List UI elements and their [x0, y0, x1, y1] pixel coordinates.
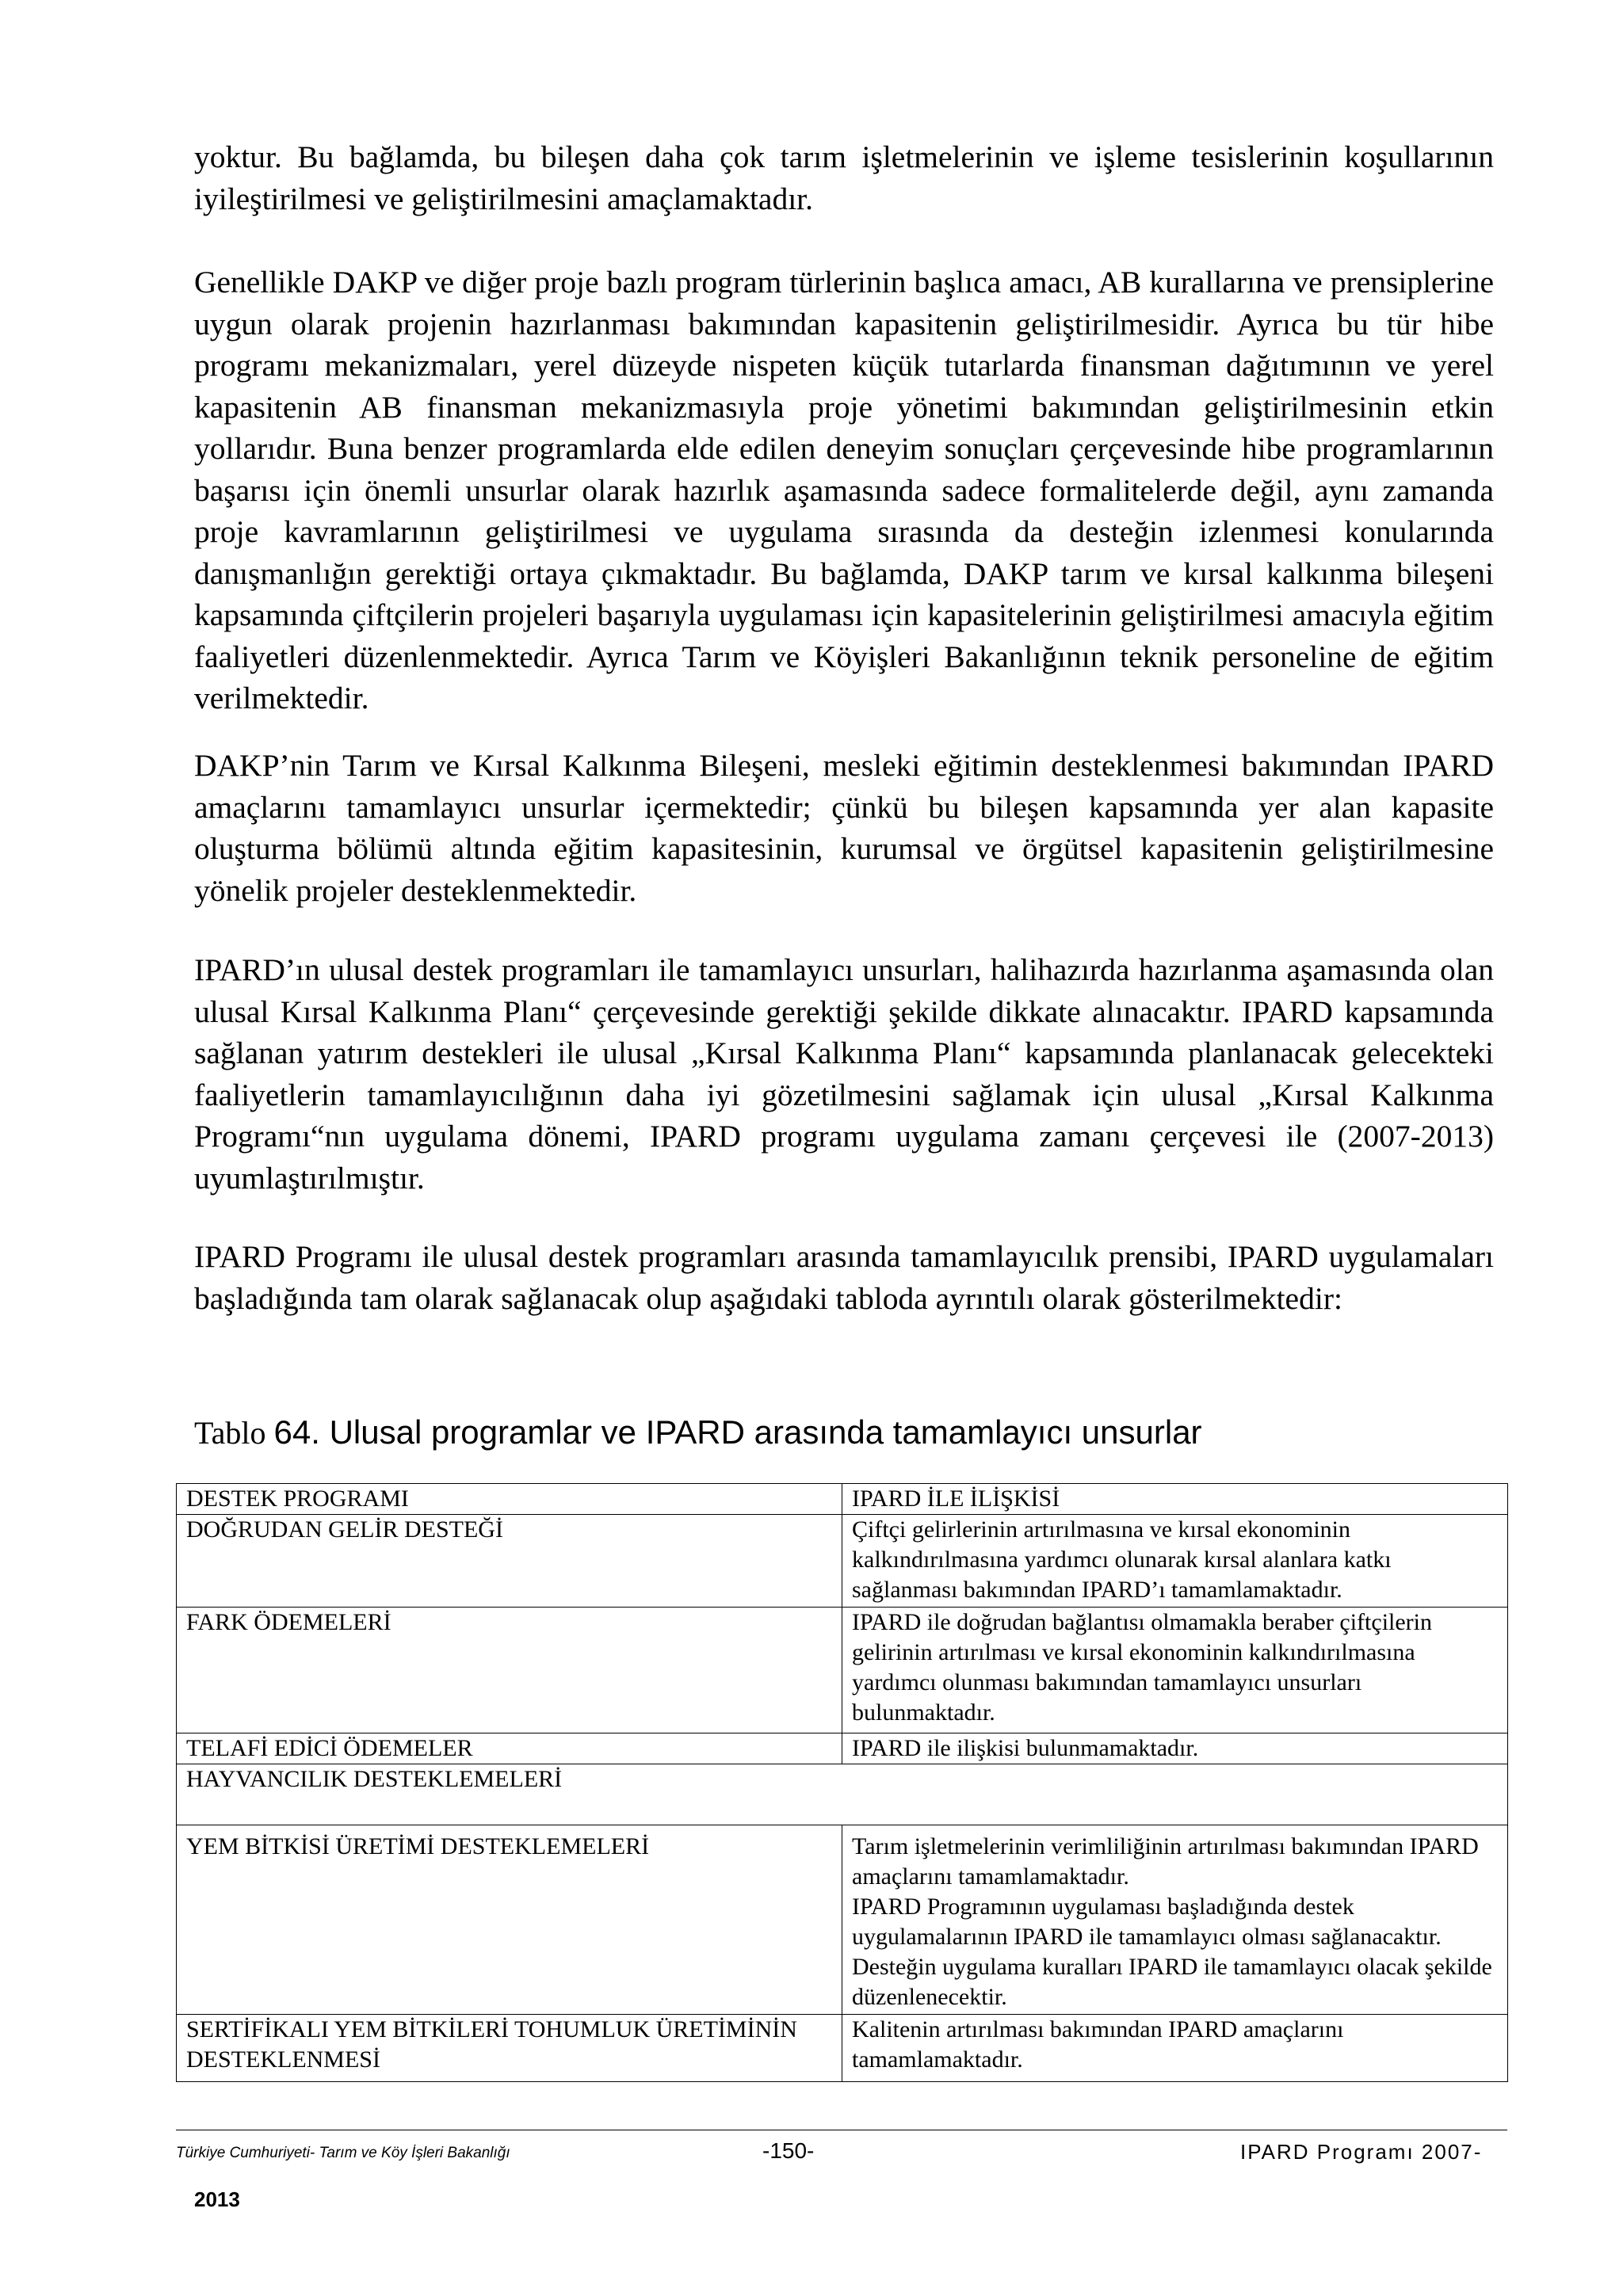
paragraph-national-programs: IPARD’ın ulusal destek programları ile tamamlayıcı unsurları, halihazırda hazırlanma aşamasında olan ulusal Kırsal Kalkınma Planı“ çerçevesinde gerektiği şekilde dikkate alınacaktır. IPARD kapsamında sağlanan yatırım destekleri ile ulusal „Kırsal Kalkınma Planı“ kapsamında planlanacak gelecekteki faaliyetlerin tamamlayıcılığının daha iyi gözetilmesini sağlamak için ulusal „Kırsal Kalkınma Programı“nın uygulama dönemi, IPARD programı uygulama zamanı çerçevesi ile (2007-2013) uyumlaştırılmıştır.: [194, 952, 1494, 1196]
relation-text: Tarım işletmelerinin verimliliğinin artırılması bakımından IPARD amaçlarını tamamlamaktadır.: [852, 1833, 1479, 1890]
program-cell: SERTİFİKALI YEM BİTKİLERİ TOHUMLUK ÜRETİMİNİN DESTEKLENMESİ: [177, 2015, 842, 2082]
table-header-row: [177, 1484, 1508, 1515]
program-cell: TELAFİ EDİCİ ÖDEMELER: [177, 1733, 842, 1764]
header-relation-cell: IPARD İLE İLİŞKİSİ: [842, 1484, 1508, 1515]
program-cell: DOĞRUDAN GELİR DESTEĞİ: [177, 1515, 842, 1608]
relation-text-extra: IPARD Programının uygulaması başladığında destek uygulamalarının IPARD ile tamamlayıcı olması sağlanacaktır. Desteğin uygulama kuralları IPARD ile tamamlayıcı olacak şekilde düzenlenecektir.: [852, 1894, 1492, 2010]
complementarity-table: [176, 1483, 1508, 2082]
relation-cell: Çiftçi gelirlerinin artırılmasına ve kırsal ekonominin kalkındırılmasına yardımcı olunarak kırsal alanlara katkı sağlanması bakımından IPARD’ı tamamlamaktadır.: [842, 1515, 1508, 1608]
table-caption-text: 64. Ulusal programlar ve IPARD arasında tamamlayıcı unsurlar: [273, 1413, 1202, 1451]
footer-ministry: Türkiye Cumhuriyeti- Tarım ve Köy İşleri Bakanlığı: [176, 2145, 510, 2161]
paragraph-complementarity: IPARD Programı ile ulusal destek programları arasında tamamlayıcılık prensibi, IPARD uygulamaları başladığında tam olarak sağlanacak olup aşağıdaki tabloda ayrıntılı olarak gösterilmektedir:: [194, 1239, 1494, 1316]
program-cell-spanning: HAYVANCILIK DESTEKLEMELERİ: [177, 1764, 1508, 1825]
relation-cell: Kalitenin artırılması bakımından IPARD amaçlarını tamamlamaktadır.: [842, 2015, 1508, 2082]
footer-program-title: IPARD Programı 2007-: [1240, 2140, 1483, 2164]
relation-cell: IPARD ile ilişkisi bulunmamaktadır.: [842, 1733, 1508, 1764]
program-cell: YEM BİTKİSİ ÜRETİMİ DESTEKLEMELERİ: [177, 1825, 842, 2015]
table-row: [177, 1764, 1508, 1825]
table-row: [177, 1733, 1508, 1764]
relation-cell: [842, 1825, 1508, 2015]
paragraph-intro: yoktur. Bu bağlamda, bu bileşen daha çok tarım işletmelerinin ve işleme tesislerinin koşullarının iyileştirilmesi ve geliştirilmesini amaçlamaktadır.: [194, 139, 1494, 216]
footer-year: 2013: [194, 2187, 240, 2211]
header-program-cell: DESTEK PROGRAMI: [177, 1484, 842, 1515]
table-caption-label: Tablo: [194, 1415, 274, 1451]
table-row: [177, 1825, 1508, 2015]
table-row: [177, 1608, 1508, 1733]
paragraph-dakp-general: Genellikle DAKP ve diğer proje bazlı program türlerinin başlıca amacı, AB kurallarına ve prensiplerine uygun olarak projenin hazırlanması bakımından kapasitenin geliştirilmesidir. Ayrıca bu tür hibe programı mekanizmaları, yerel düzeyde nispeten küçük tutarlarda finansman dağıtımının ve yerel kapasitenin AB finansman mekanizmasıyla proje yönetimi bakımından geliştirilmesinin etkin yollarıdır. Buna benzer programlarda elde edilen deneyim sonuçları çerçevesinde hibe programlarının başarısı için önemli unsurlar olarak hazırlık aşamasında sadece formalitelerde değil, aynı zamanda proje kavramlarının geliştirilmesi ve uygulama sırasında da desteğin izlenmesi konularında danışmanlığın gerektiği ortaya çıkmaktadır. Bu bağlamda, DAKP tarım ve kırsal kalkınma bileşeni kapsamında çiftçilerin projeleri başarıyla uygulaması için kapasitelerinin geliştirilmesi amacıyla eğitim faaliyetleri düzenlenmektedir. Ayrıca Tarım ve Köyişleri Bakanlığının teknik personeline de eğitim verilmektedir.: [194, 265, 1494, 715]
relation-cell: IPARD ile doğrudan bağlantısı olmamakla beraber çiftçilerin gelirinin artırılması ve kırsal ekonominin kalkındırılmasına yardımcı olunması bakımından tamamlayıcı unsurları bulunmaktadır.: [842, 1608, 1508, 1733]
footer-page-number: -150-: [762, 2138, 815, 2163]
paragraph-dakp-component: DAKP’nin Tarım ve Kırsal Kalkınma Bileşeni, mesleki eğitimin desteklenmesi bakımından IPARD amaçlarını tamamlayıcı unsurlar içermektedir; çünkü bu bileşen kapsamında yer alan kapasite oluşturma bölümü altında eğitim kapasitesinin, kurumsal ve örgütsel kapasitenin geliştirilmesine yönelik projeler desteklenmektedir.: [194, 748, 1494, 908]
table-row: [177, 1515, 1508, 1608]
table-row: [177, 2015, 1508, 2082]
table-caption: [194, 1412, 1202, 1454]
program-cell: FARK ÖDEMELERİ: [177, 1608, 842, 1733]
